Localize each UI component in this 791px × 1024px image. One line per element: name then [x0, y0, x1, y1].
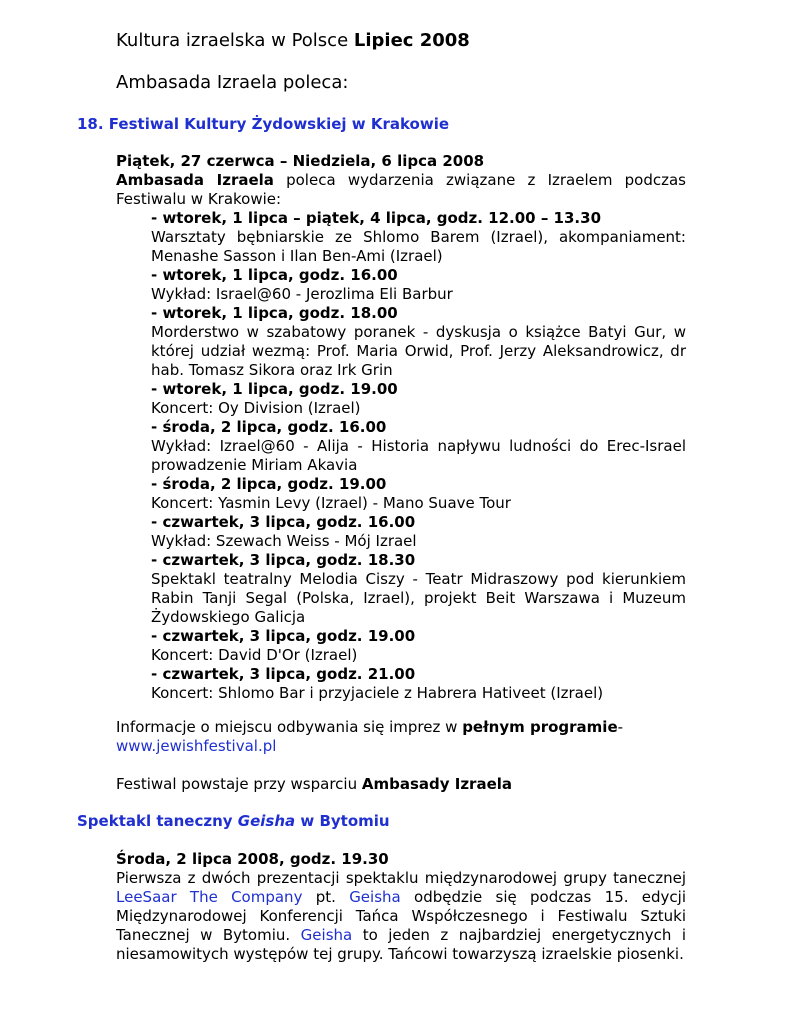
title-date: Lipiec 2008: [353, 30, 470, 51]
event-description: Morderstwo w szabatowy poranek - dyskusja o książce Batyi Gur, w której udział wezmą: Prof. Maria Orwid, Prof. Jerzy Aleksandrowicz, dr hab. Tomasz Sikora oraz Irk Grin: [151, 323, 686, 379]
event-time: - wtorek, 1 lipca, godz. 19.00: [151, 380, 398, 398]
support-embassy: Ambasady Izraela: [361, 775, 513, 793]
event-time: - wtorek, 1 lipca, godz. 16.00: [151, 266, 398, 284]
geisha-section: [116, 850, 686, 964]
event-time: - środa, 2 lipca, godz. 19.00: [151, 475, 387, 493]
event-time: - czwartek, 3 lipca, godz. 18.30: [151, 551, 416, 569]
geisha-heading: [77, 812, 390, 830]
festival-section: [116, 152, 686, 703]
geisha-text-2: pt.: [302, 888, 350, 906]
geisha-description: [116, 869, 686, 964]
support-text: Festiwal powstaje przy wsparciu: [116, 775, 362, 793]
info-program: pełnym programie: [462, 718, 618, 736]
festival-intro: [116, 171, 686, 209]
company-link[interactable]: LeeSaar The Company: [116, 888, 303, 906]
festival-heading: 18. Festiwal Kultury Żydowskiej w Krakowie: [77, 115, 450, 133]
info-text: Informacje o miejscu odbywania się imprez w: [116, 718, 463, 736]
event-time: - wtorek, 1 lipca – piątek, 4 lipca, godz. 12.00 – 13.30: [151, 209, 602, 227]
geisha-heading-post: w Bytomiu: [295, 812, 390, 830]
geisha-link-2[interactable]: Geisha: [300, 926, 353, 944]
geisha-heading-title: Geisha: [237, 812, 296, 830]
document-title: [116, 30, 470, 51]
geisha-text-1: Pierwsza z dwóch prezentacji spektaklu międzynarodowej grupy tanecznej: [116, 869, 686, 887]
festival-dates: Piątek, 27 czerwca – Niedziela, 6 lipca 2008: [116, 152, 485, 170]
geisha-text-3: odbędzie się podczas 15. edycji Międzynarodowej Konferencji Tańca Współczesnego i Festiwalu Sztuki Tanecznej w Bytomiu.: [116, 888, 686, 944]
document-subtitle: Ambasada Izraela poleca:: [116, 72, 349, 93]
event-description: Koncert: David D'Or (Izrael): [151, 646, 358, 664]
event-time: - czwartek, 3 lipca, godz. 16.00: [151, 513, 416, 531]
event-description: Wykład: Israel@60 - Jerozlima Eli Barbur: [151, 285, 453, 303]
event-time: - wtorek, 1 lipca, godz. 18.00: [151, 304, 398, 322]
event-description: Wykład: Izrael@60 - Alija - Historia napływu ludności do Erec-Israel prowadzenie Miriam Akavia: [151, 437, 686, 474]
event-description: Warsztaty bębniarskie ze Shlomo Barem (Izrael), akompaniament: Menashe Sasson i Ilan Ben-Ami (Izrael): [151, 228, 686, 265]
geisha-date: Środa, 2 lipca 2008, godz. 19.30: [116, 850, 389, 868]
info-dash: -: [617, 718, 624, 736]
festival-support: [116, 775, 686, 794]
event-description: Wykład: Szewach Weiss - Mój Izrael: [151, 532, 417, 550]
geisha-text-4: to jeden z najbardziej energetycznych i niesamowitych występów tej grupy. Tańcowi towarzyszą izraelskie piosenki.: [116, 926, 687, 963]
title-text: Kultura izraelska w Polsce: [116, 30, 349, 51]
festival-info: [116, 718, 686, 756]
geisha-link-1[interactable]: Geisha: [349, 888, 401, 906]
event-time: - środa, 2 lipca, godz. 16.00: [151, 418, 387, 436]
event-time: - czwartek, 3 lipca, godz. 21.00: [151, 665, 416, 683]
geisha-heading-pre: Spektakl taneczny: [77, 812, 238, 830]
intro-embassy: Ambasada Izraela: [116, 171, 274, 189]
intro-text: poleca wydarzenia związane z Izraelem podczas Festiwalu w Krakowie:: [116, 171, 686, 208]
event-description: Koncert: Oy Division (Izrael): [151, 399, 361, 417]
event-description: Koncert: Yasmin Levy (Izrael) - Mano Suave Tour: [151, 494, 511, 512]
event-time: - czwartek, 3 lipca, godz. 19.00: [151, 627, 416, 645]
event-description: Spektakl teatralny Melodia Ciszy - Teatr Midraszowy pod kierunkiem Rabin Tanji Segal (Polska, Izrael), projekt Beit Warszawa i Muzeum Żydowskiego Galicja: [151, 570, 686, 626]
event-list: [151, 209, 686, 703]
festival-link[interactable]: www.jewishfestival.pl: [116, 737, 277, 755]
event-description: Koncert: Shlomo Bar i przyjaciele z Habrera Hativeet (Izrael): [151, 684, 604, 702]
